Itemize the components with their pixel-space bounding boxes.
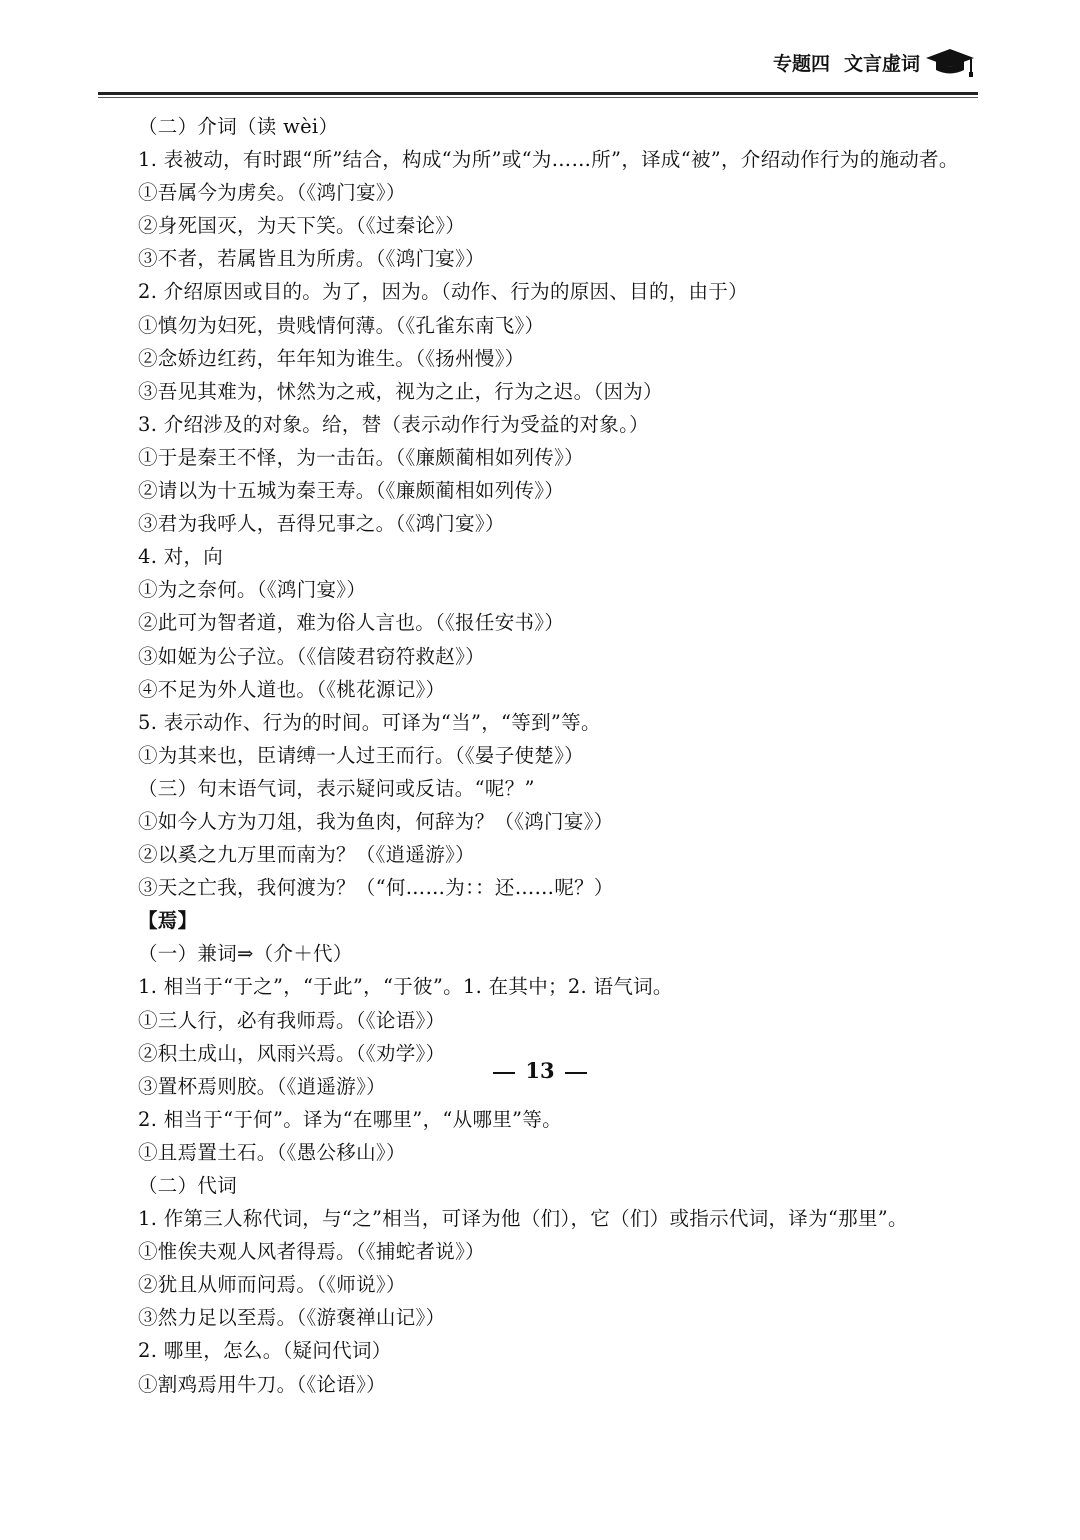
subsection-line: （三）句末语气词，表示疑问或反诘。“呢？” <box>138 776 535 800</box>
topic-label: 文言虚词 <box>843 52 920 75</box>
text-line: ③天之亡我，我何渡为？（“何……为：：还……呢？） <box>138 876 614 900</box>
text-line: 2. 相当于“于何”。译为“在哪里”，“从哪里”等。 <box>138 1107 562 1131</box>
text-line: ②以奚之九万里而南为？（《逍遥游》） <box>138 843 475 867</box>
text-line: 2. 哪里，怎么。（疑问代词） <box>138 1339 392 1363</box>
text-line: 2. 介绍原因或目的。为了，因为。（动作、行为的原因、目的，由于） <box>138 280 748 304</box>
subsection-line: （二）代词 <box>138 1174 238 1197</box>
text-line: ①为其来也，臣请缚一人过王而行。（《晏子使楚》） <box>138 743 584 767</box>
text-line: ②请以为十五城为秦王寿。（《廉颇蔺相如列传》） <box>138 479 565 503</box>
chapter-label: 专题四 <box>772 52 830 75</box>
text-line: ③置杯焉则胶。（《逍遥游》） <box>138 1074 386 1098</box>
header-rule-thick <box>98 92 978 95</box>
text-line: ②身死国灭，为天下笑。（《过秦论》） <box>138 214 466 238</box>
text-line: ③君为我呼人，吾得兄事之。（《鸿门宴》） <box>138 512 505 536</box>
text-line: 3. 介绍涉及的对象。给，替（表示动作行为受益的对象。） <box>138 412 649 436</box>
text-line: ①且焉置土石。（《愚公移山》） <box>138 1140 406 1164</box>
text-line: ②念娇边红药，年年知为谁生。（《扬州慢》） <box>138 346 525 370</box>
text-line: ①慎勿为妇死，贵贱情何薄。（《孔雀东南飞》） <box>138 313 545 337</box>
text-line: ①为之奈何。（《鸿门宴》） <box>138 578 367 602</box>
text-line: ②此可为智者道，难为俗人言也。（《报任安书》） <box>138 611 565 635</box>
footer-dash-left <box>493 1072 515 1074</box>
page-number: 13 <box>525 1058 555 1083</box>
text-line: ②积土成山，风雨兴焉。（《劝学》） <box>138 1041 446 1065</box>
page-header <box>773 46 976 78</box>
text-line: ③不者，若属皆且为所虏。（《鸿门宴》） <box>138 247 485 271</box>
subsection-line: （二）介词（读 wèi） <box>138 115 339 138</box>
text-line: ③然力足以至焉。（《游褒禅山记》） <box>138 1306 446 1330</box>
header-rule-thin <box>98 97 978 98</box>
graduation-cap-icon <box>924 46 976 78</box>
text-line: 1. 相当于“于之”，“于此”，“于彼”。1. 在其中；2. 语气词。 <box>138 975 673 999</box>
text-line: ①于是秦王不怿，为一击缶。（《廉颇蔺相如列传》） <box>138 445 584 469</box>
text-line: 1. 作第三人称代词，与“之”相当，可译为他（们），它（们）或指示代词，译为“那里”。 <box>138 1207 908 1231</box>
text-line: ④不足为外人道也。（《桃花源记》） <box>138 677 446 701</box>
page-content <box>138 110 968 1401</box>
text-line: 5. 表示动作、行为的时间。可译为“当”，“等到”等。 <box>138 710 601 734</box>
text-line: ①如今人方为刀俎，我为鱼肉，何辞为？（《鸿门宴》） <box>138 809 614 833</box>
text-line: ②犹且从师而问焉。（《师说》） <box>138 1273 406 1297</box>
text-line: ①吾属今为虏矣。（《鸿门宴》） <box>138 181 406 205</box>
text-line: 4. 对，向 <box>138 545 224 569</box>
text-line: ③吾见其难为，怵然为之戒，视为之止，行为之迟。（因为） <box>138 379 663 403</box>
subsection-line: （一）兼词⇒（介＋代） <box>138 942 353 966</box>
text-line: ①惟俟夫观人风者得焉。（《捕蛇者说》） <box>138 1240 485 1264</box>
text-line: 1. 表被动，有时跟“所”结合，构成“为所”或“为……所”，译成“被”，介绍动作行为的施动者。 <box>138 148 959 172</box>
footer-dash-right <box>565 1072 587 1074</box>
page-footer <box>0 1058 1080 1083</box>
text-line: ①割鸡焉用牛刀。（《论语》） <box>138 1372 386 1396</box>
text-line: ①三人行，必有我师焉。（《论语》） <box>138 1008 446 1032</box>
text-line: ③如姬为公子泣。（《信陵君窃符救赵》） <box>138 644 485 668</box>
section-heading: 【焉】 <box>138 909 198 933</box>
